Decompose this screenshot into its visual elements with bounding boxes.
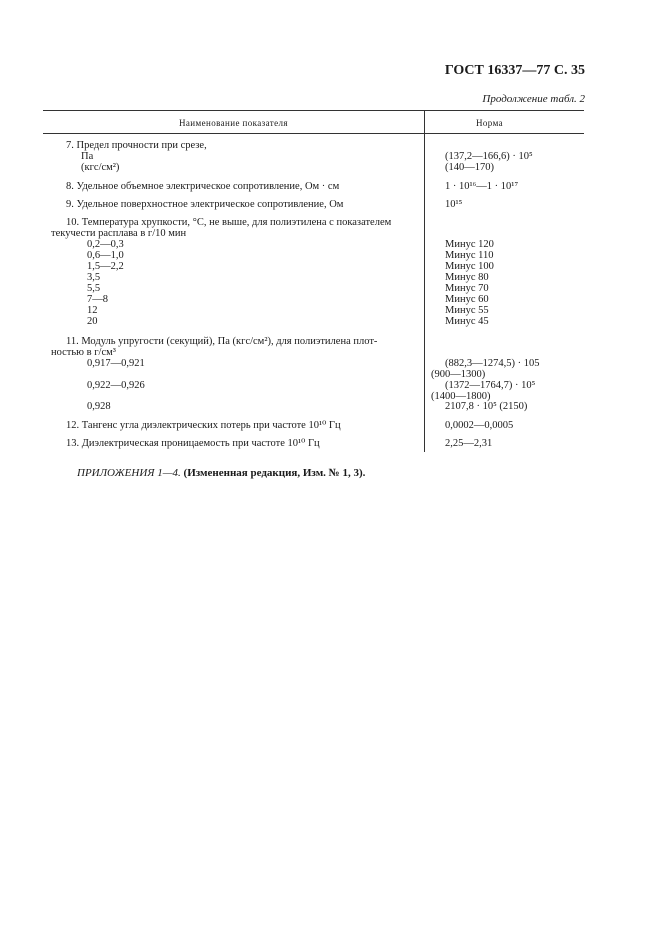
row-13-norm: 2,25—2,31 bbox=[445, 438, 493, 449]
row-12-label: 12. Тангенс угла диэлектрических потерь при частоте 10¹⁰ Гц bbox=[66, 420, 341, 431]
row-10-item-range: 0,2—0,3 bbox=[87, 239, 124, 250]
row-10-item-norm: Минус 100 bbox=[445, 261, 494, 272]
row-10-item-range: 12 bbox=[87, 305, 98, 316]
row-10-item-range: 3,5 bbox=[87, 272, 101, 283]
row-10-item-norm: Минус 45 bbox=[445, 316, 489, 327]
column-header-norm: Норма bbox=[476, 118, 503, 128]
row-10-label-line2: текучести расплава в г/10 мин bbox=[51, 228, 187, 239]
amendment-note: (Измененная редакция, Изм. № 1, 3). bbox=[183, 467, 366, 479]
row-8-label: 8. Удельное объемное электрическое сопротивление, Ом · см bbox=[66, 181, 340, 192]
row-11-item-norm-pa: 2107,8 · 10⁵ (2150) bbox=[445, 401, 528, 412]
row-7-label: 7. Предел прочности при срезе, bbox=[66, 140, 207, 151]
row-11-item-norm-pa: (882,3—1274,5) · 105 bbox=[445, 358, 540, 369]
row-9-label: 9. Удельное поверхностное электрическое сопротивление, Ом bbox=[66, 199, 344, 210]
row-7-norm-pa: (137,2—166,6) · 10⁵ bbox=[445, 151, 533, 162]
table-top-rule bbox=[43, 110, 584, 111]
row-10-item-range: 7—8 bbox=[87, 294, 108, 305]
row-10-item-norm: Минус 80 bbox=[445, 272, 489, 283]
row-10-item-range: 20 bbox=[87, 316, 98, 327]
row-11-item-range: 0,922—0,926 bbox=[87, 380, 145, 391]
row-10-item-norm: Минус 110 bbox=[445, 250, 494, 261]
row-11-label-line1: 11. Модуль упругости (секущий), Па (кгс/см²), для полиэтилена плот- bbox=[66, 336, 378, 347]
row-10-item-norm: Минус 120 bbox=[445, 239, 494, 250]
row-13-label: 13. Диэлектрическая проницаемость при частоте 10¹⁰ Гц bbox=[66, 438, 320, 449]
row-8-norm: 1 · 10¹⁶—1 · 10¹⁷ bbox=[445, 181, 519, 192]
column-header-indicator: Наименование показателя bbox=[179, 118, 288, 128]
table-column-divider bbox=[424, 110, 425, 452]
row-11-item-norm-kgf: (900—1300) bbox=[431, 369, 486, 380]
row-10-item-norm: Минус 70 bbox=[445, 283, 489, 294]
row-7-unit-pa: Па bbox=[81, 151, 94, 162]
row-11-item-range: 0,928 bbox=[87, 401, 111, 412]
row-11-item-norm-pa: (1372—1764,7) · 10⁵ bbox=[445, 380, 536, 391]
row-10-item-norm: Минус 60 bbox=[445, 294, 489, 305]
row-9-norm: 10¹⁵ bbox=[445, 199, 463, 210]
row-10-label-line1: 10. Температура хрупкости, °С, не выше, для полиэтилена с показателем bbox=[66, 217, 392, 228]
row-11-item-norm-kgf: (1400—1800) bbox=[431, 391, 491, 402]
row-10-item-range: 0,6—1,0 bbox=[87, 250, 124, 261]
gost-page-title: ГОСТ 16337—77 С. 35 bbox=[444, 63, 585, 78]
appendix-note bbox=[77, 467, 365, 479]
row-7-unit-kgf: (кгс/см²) bbox=[81, 162, 120, 173]
row-10-item-norm: Минус 55 bbox=[445, 305, 489, 316]
row-10-item-range: 5,5 bbox=[87, 283, 101, 294]
row-12-norm: 0,0002—0,0005 bbox=[445, 420, 514, 431]
table-continuation-label: Продолжение табл. 2 bbox=[482, 93, 585, 105]
appendix-reference: ПРИЛОЖЕНИЯ 1—4. bbox=[77, 467, 181, 479]
row-10-item-range: 1,5—2,2 bbox=[87, 261, 124, 272]
row-11-label-line2: ностью в г/см³ bbox=[51, 347, 116, 358]
row-7-norm-kgf: (140—170) bbox=[445, 162, 494, 173]
table-header-rule bbox=[43, 133, 584, 134]
row-11-item-range: 0,917—0,921 bbox=[87, 358, 145, 369]
